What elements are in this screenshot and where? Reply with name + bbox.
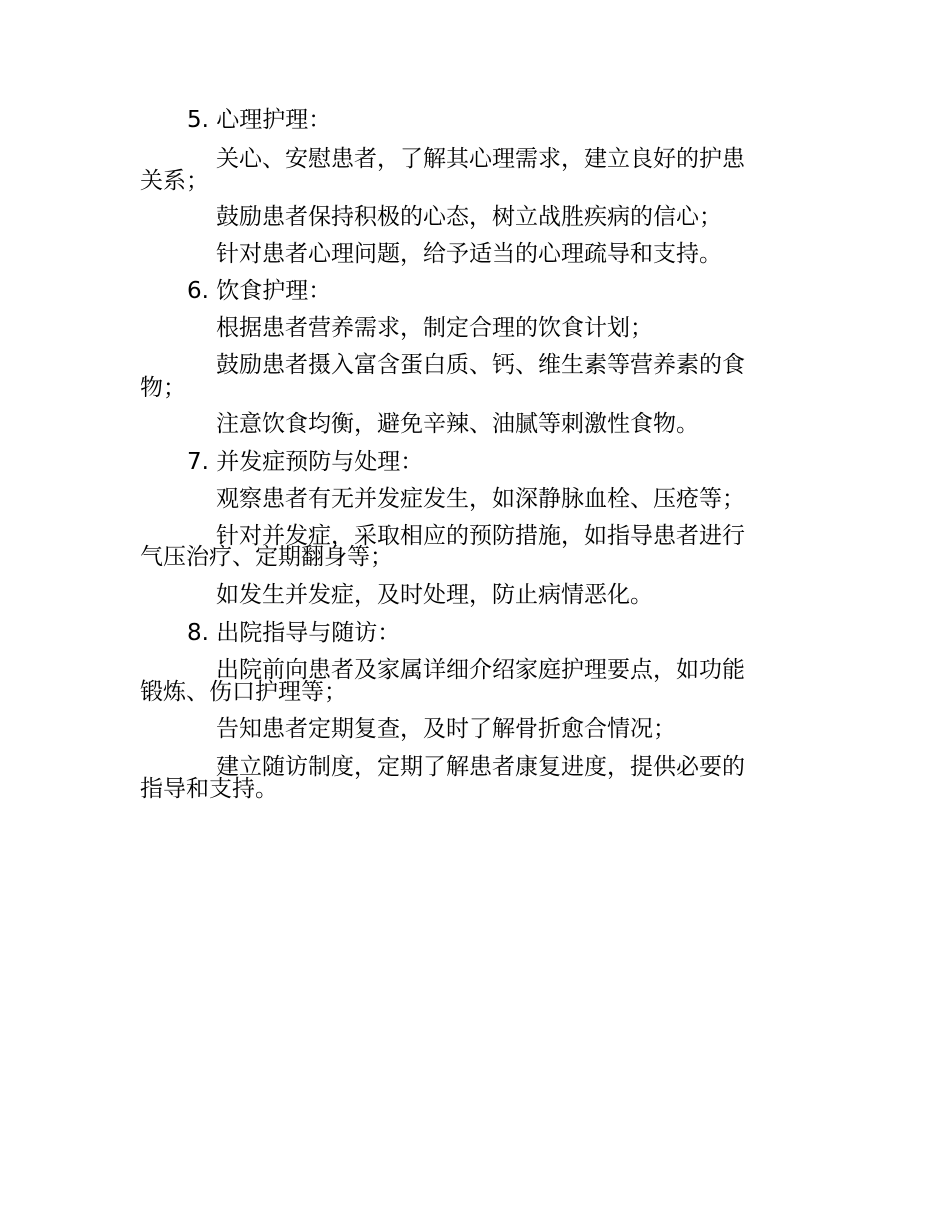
list-item: 根据患者营养需求，制定合理的饮食计划；: [216, 315, 653, 341]
section-heading: 6. 饮食护理：: [187, 278, 332, 304]
list-item: 针对并发症，采取相应的预防措施，如指导患者进行: [216, 523, 745, 549]
section-heading: 7. 并发症预防与处理：: [187, 449, 424, 475]
list-item: 观察患者有无并发症发生，如深静脉血栓、压疮等；: [216, 486, 745, 512]
list-item-continuation: 指导和支持。: [140, 776, 278, 802]
list-item: 鼓励患者摄入富含蛋白质、钙、维生素等营养素的食: [216, 352, 745, 378]
list-item-continuation: 锻炼、伤口护理等；: [140, 679, 347, 705]
list-item: 关心、安慰患者，了解其心理需求，建立良好的护患: [216, 146, 745, 172]
list-item: 注意饮食均衡，避免辛辣、油腻等刺激性食物。: [216, 411, 699, 437]
list-item: 出院前向患者及家属详细介绍家庭护理要点，如功能: [216, 657, 745, 683]
section-heading: 8. 出院指导与随访：: [187, 620, 401, 646]
list-item: 建立随访制度，定期了解患者康复进度，提供必要的: [216, 754, 745, 780]
list-item-continuation: 物；: [140, 375, 186, 401]
list-item-continuation: 气压治疗、定期翻身等；: [140, 544, 393, 570]
list-item-continuation: 关系；: [140, 168, 209, 194]
list-item: 鼓励患者保持积极的心态，树立战胜疾病的信心；: [216, 204, 722, 230]
section-heading: 5. 心理护理：: [187, 107, 332, 133]
list-item: 告知患者定期复查，及时了解骨折愈合情况；: [216, 716, 676, 742]
list-item: 如发生并发症，及时处理，防止病情恶化。: [216, 582, 653, 608]
list-item: 针对患者心理问题，给予适当的心理疏导和支持。: [216, 241, 722, 267]
